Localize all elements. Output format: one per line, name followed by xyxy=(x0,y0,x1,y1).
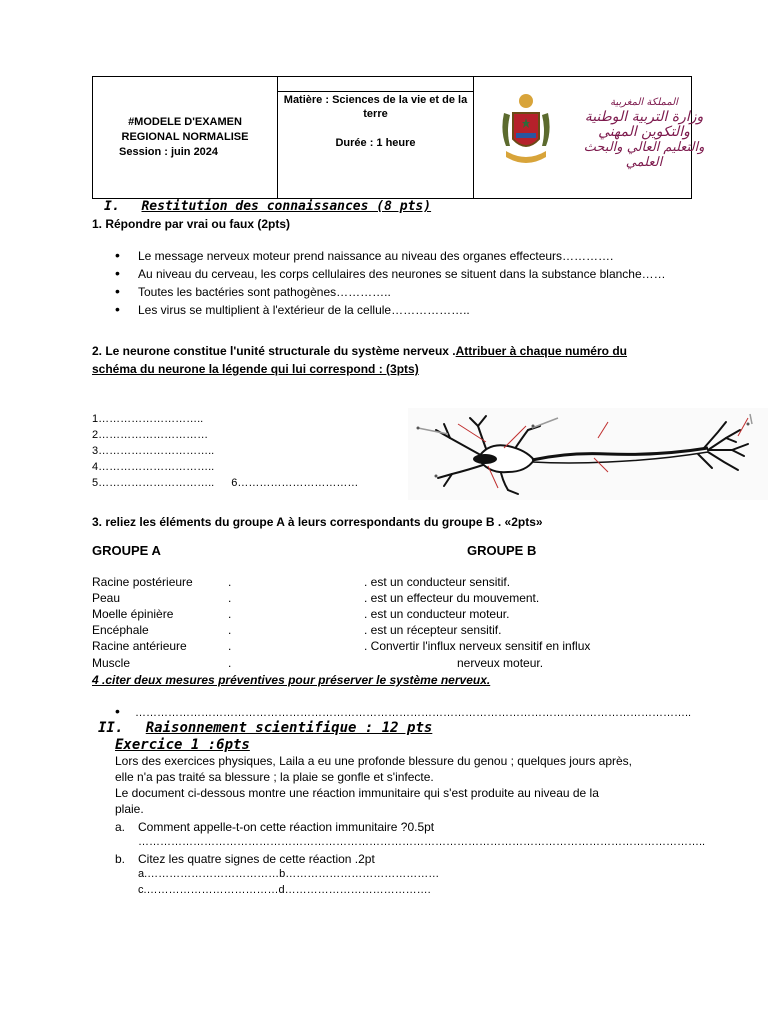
answer-line: 2………………………… xyxy=(92,429,209,441)
question-a-label: a. xyxy=(115,820,126,834)
exam-header-table xyxy=(92,76,705,199)
exercise-1-title: Exercice 1 :6pts xyxy=(115,737,250,753)
answer-line: …………………………………………………………………………………………………………………………………….. xyxy=(134,707,692,719)
group-a-item: Racine antérieure xyxy=(92,639,187,653)
match-dot: . xyxy=(228,656,232,670)
header-left-cell xyxy=(93,77,278,198)
question-b-text: Citez les quatre signes de cette réaction .2pt xyxy=(138,852,375,866)
answer-line: 1……………………….. xyxy=(92,413,204,425)
answer-line: 4………………………….. xyxy=(92,461,215,473)
question-a-answer-line: ……………………………………………………………………………………………………………………………………….. xyxy=(138,836,706,848)
question-4-answer xyxy=(115,703,691,719)
match-dot: . xyxy=(228,623,232,637)
exam-model-subtitle: REGIONAL NORMALISE xyxy=(121,131,249,143)
exam-duration: Durée : 1 heure xyxy=(335,137,416,149)
part1-heading xyxy=(104,199,431,214)
group-a-item: Racine postérieure xyxy=(92,575,193,589)
match-dot: . xyxy=(228,607,232,621)
intro-line: Le document ci-dessous montre une réaction immunitaire qui s'est produite au niveau de la xyxy=(115,786,599,800)
exam-session: Session : juin 2024 xyxy=(119,146,219,158)
question-a xyxy=(115,819,435,836)
group-b-item: nerveux moteur. xyxy=(457,656,544,670)
ministry-name-arabic: المملكة المغربية وزارة التربية الوطنية والتكوين المهني والتعليم العالي والبحث العلمي xyxy=(583,97,705,170)
question-b-label: b. xyxy=(115,852,126,866)
group-a-item: Moelle épinière xyxy=(92,607,174,621)
bullet: • xyxy=(115,703,120,719)
exam-subject: Matière : Sciences de la vie et de la terre xyxy=(283,94,468,120)
part2-numeral: II. xyxy=(98,720,124,736)
question-2-intro: 2. Le neurone constitue l'unité structurale du système nerveux . xyxy=(92,344,456,358)
group-a-item: Peau xyxy=(92,591,121,605)
question-b-answer-line: c.………………………………d…………………………………. xyxy=(138,884,431,896)
true-false-list xyxy=(115,247,675,319)
question-2-instruction: Attribuer à chaque numéro du schéma du neurone la légende qui lui correspond : (3pts) xyxy=(92,344,627,376)
question-b xyxy=(115,851,375,868)
header-middle-top-row xyxy=(278,77,473,92)
answer-line-row xyxy=(92,475,358,491)
ministry-logo xyxy=(494,83,705,191)
intro-line: elle n'a pas traité sa blessure ; la plaie se gonfle et s'infecte. xyxy=(115,770,434,784)
exercise-1-intro xyxy=(115,753,695,817)
question-a-text: Comment appelle-t-on cette réaction immunitaire ?0.5pt xyxy=(138,820,435,834)
part1-numeral: I. xyxy=(104,199,120,214)
coat-of-arms-icon xyxy=(496,91,556,171)
answer-line: 3………………………….. xyxy=(92,445,215,457)
match-dot: . xyxy=(228,575,232,589)
question-4: 4 .citer deux mesures préventives pour préserver le système nerveux. xyxy=(92,673,491,687)
list-item: • Toutes les bactéries sont pathogènes………….. xyxy=(115,283,675,301)
group-a-item: Encéphale xyxy=(92,623,149,637)
match-dot: . xyxy=(228,591,232,605)
part1-title: Restitution des connaissances (8 pts) xyxy=(141,199,432,214)
question-1: 1. Répondre par vrai ou faux (2pts) xyxy=(92,217,291,231)
group-b-item: . est un conducteur sensitif. xyxy=(364,575,511,589)
neuron-answer-lines xyxy=(92,411,358,491)
group-b-item: . est un récepteur sensitif. xyxy=(364,623,502,637)
exam-model-title: #MODELE D'EXAMEN xyxy=(128,116,242,128)
intro-line: Lors des exercices physiques, Laila a eu une profonde blessure du genou ; quelques jours après, xyxy=(115,754,633,768)
group-b-item: . Convertir l'influx nerveux sensitif en influx xyxy=(364,639,591,653)
neuron-diagram xyxy=(408,408,768,500)
header-middle-cell xyxy=(278,77,474,198)
question-2 xyxy=(92,342,672,378)
list-item: • Le message nerveux moteur prend naissance au niveau des organes effecteurs…………. xyxy=(115,247,675,265)
group-a-item: Muscle xyxy=(92,656,131,670)
question-3: 3. reliez les éléments du groupe A à leurs correspondants du groupe B . «2pts» xyxy=(92,515,543,529)
answer-line: 5………………………….. xyxy=(92,477,215,489)
header-right-cell xyxy=(474,77,705,198)
group-b-item: . est un effecteur du mouvement. xyxy=(364,591,540,605)
group-b-title: GROUPE B xyxy=(467,543,537,558)
intro-line: plaie. xyxy=(115,802,144,816)
group-b-item: . est un conducteur moteur. xyxy=(364,607,510,621)
part2-title: Raisonnement scientifique : 12 pts xyxy=(145,720,433,736)
part2-heading xyxy=(98,720,432,736)
group-a-title: GROUPE A xyxy=(92,543,161,558)
answer-line: 6…………………………… xyxy=(231,477,359,489)
match-dot: . xyxy=(228,639,232,653)
question-b-answer-line: a.………………………………b…………………………………… xyxy=(138,868,440,880)
list-item: • Au niveau du cerveau, les corps cellulaires des neurones se situent dans la substance blanche…… xyxy=(115,265,675,283)
list-item: • Les virus se multiplient à l'extérieur de la cellule……………….. xyxy=(115,301,675,319)
